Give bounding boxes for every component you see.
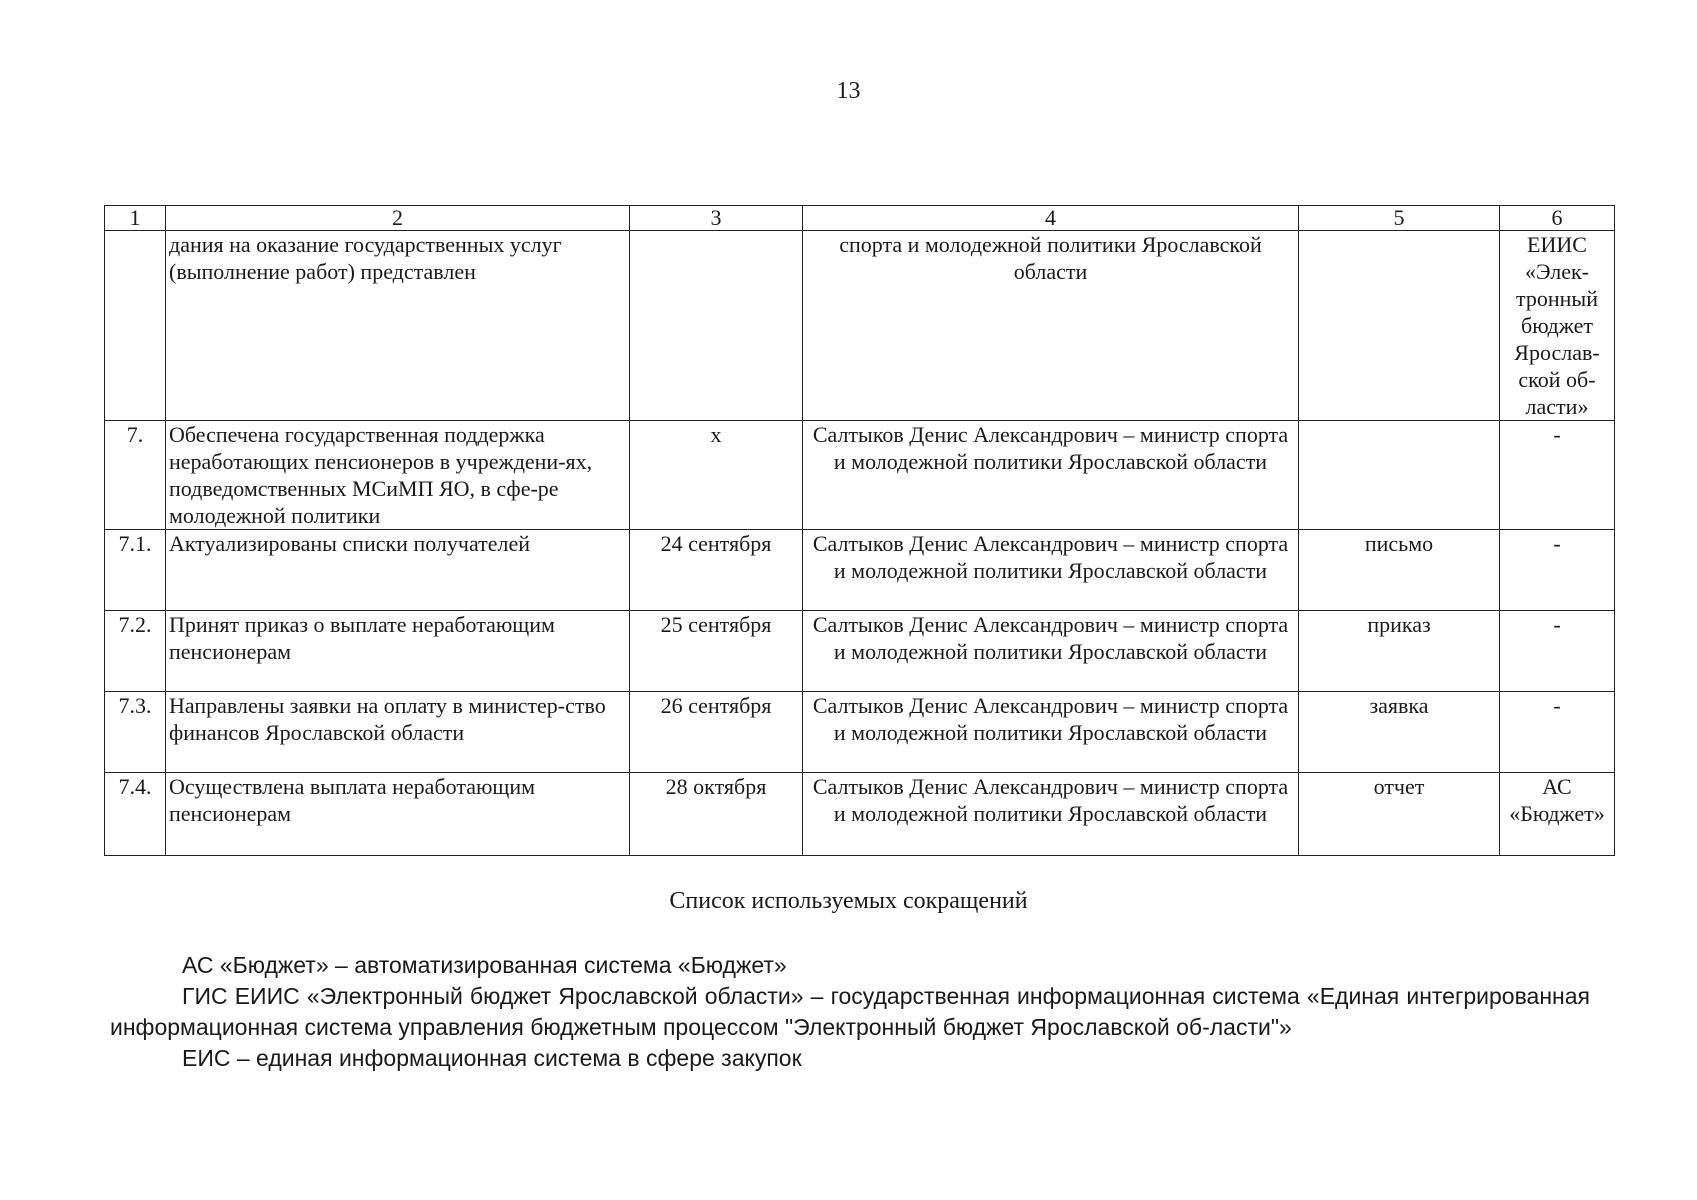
plan-table-container bbox=[104, 205, 1614, 856]
cell-date bbox=[630, 231, 803, 421]
abbreviations-title: Список используемых сокращений bbox=[669, 888, 1028, 914]
cell-description: Обеспечена государственная поддержка неработающих пенсионеров в учреждени-ях, подведомственных МСиМП ЯО, в сфе-ре молодежной политики bbox=[166, 421, 630, 530]
cell-number: 7.2. bbox=[105, 611, 166, 692]
table-row bbox=[105, 231, 1615, 421]
abbreviation-item: ГИС ЕИИС «Электронный бюджет Ярославской области» – государственная информационная система «Единая интегрированная информационная система управления бюджетным процессом "Электронный бюджет Ярославской об-ласти"» bbox=[110, 983, 1590, 1040]
abbreviations-list bbox=[110, 950, 1590, 1074]
cell-number: 7. bbox=[105, 421, 166, 530]
header-cell: 2 bbox=[166, 206, 630, 231]
header-cell: 6 bbox=[1500, 206, 1615, 231]
cell-date: 28 октября bbox=[630, 773, 803, 856]
cell-document bbox=[1299, 231, 1500, 421]
cell-document: приказ bbox=[1299, 611, 1500, 692]
header-cell: 4 bbox=[803, 206, 1299, 231]
cell-description: Осуществлена выплата неработающим пенсионерам bbox=[166, 773, 630, 856]
table-row bbox=[105, 611, 1615, 692]
cell-description: Принят приказ о выплате неработающим пенсионерам bbox=[166, 611, 630, 692]
cell-responsible: Салтыков Денис Александрович – министр спорта и молодежной политики Ярославской области bbox=[803, 421, 1299, 530]
header-cell: 5 bbox=[1299, 206, 1500, 231]
cell-system: - bbox=[1500, 611, 1615, 692]
cell-date: 25 сентября bbox=[630, 611, 803, 692]
cell-description: Актуализированы списки получателей bbox=[166, 530, 630, 611]
cell-description: дания на оказание государственных услуг (выполнение работ) представлен bbox=[166, 231, 630, 421]
cell-responsible: Салтыков Денис Александрович – министр спорта и молодежной политики Ярославской области bbox=[803, 611, 1299, 692]
cell-responsible: Салтыков Денис Александрович – министр спорта и молодежной политики Ярославской области bbox=[803, 530, 1299, 611]
abbreviation-item: ЕИС – единая информационная система в сфере закупок bbox=[182, 1045, 802, 1071]
page-number: 13 bbox=[836, 78, 861, 104]
cell-system: ЕИИС «Элек-тронный бюджет Ярослав-ской об-ласти» bbox=[1500, 231, 1615, 421]
plan-table bbox=[104, 205, 1615, 856]
cell-number bbox=[105, 231, 166, 421]
cell-document: заявка bbox=[1299, 692, 1500, 773]
table-row bbox=[105, 530, 1615, 611]
header-cell: 3 bbox=[630, 206, 803, 231]
cell-number: 7.4. bbox=[105, 773, 166, 856]
abbreviation-item: АС «Бюджет» – автоматизированная система «Бюджет» bbox=[182, 952, 787, 978]
cell-document: письмо bbox=[1299, 530, 1500, 611]
table-header-row bbox=[105, 206, 1615, 231]
cell-system: АС «Бюджет» bbox=[1500, 773, 1615, 856]
cell-responsible: Салтыков Денис Александрович – министр спорта и молодежной политики Ярославской области bbox=[803, 692, 1299, 773]
cell-date: 26 сентября bbox=[630, 692, 803, 773]
cell-system: - bbox=[1500, 530, 1615, 611]
cell-document bbox=[1299, 421, 1500, 530]
cell-date: 24 сентября bbox=[630, 530, 803, 611]
cell-description: Направлены заявки на оплату в министер-ство финансов Ярославской области bbox=[166, 692, 630, 773]
cell-date: х bbox=[630, 421, 803, 530]
cell-system: - bbox=[1500, 421, 1615, 530]
cell-number: 7.1. bbox=[105, 530, 166, 611]
cell-responsible: спорта и молодежной политики Ярославской области bbox=[803, 231, 1299, 421]
table-row bbox=[105, 773, 1615, 856]
cell-responsible: Салтыков Денис Александрович – министр спорта и молодежной политики Ярославской области bbox=[803, 773, 1299, 856]
table-row bbox=[105, 421, 1615, 530]
cell-document: отчет bbox=[1299, 773, 1500, 856]
header-cell: 1 bbox=[105, 206, 166, 231]
table-row bbox=[105, 692, 1615, 773]
cell-system: - bbox=[1500, 692, 1615, 773]
cell-number: 7.3. bbox=[105, 692, 166, 773]
